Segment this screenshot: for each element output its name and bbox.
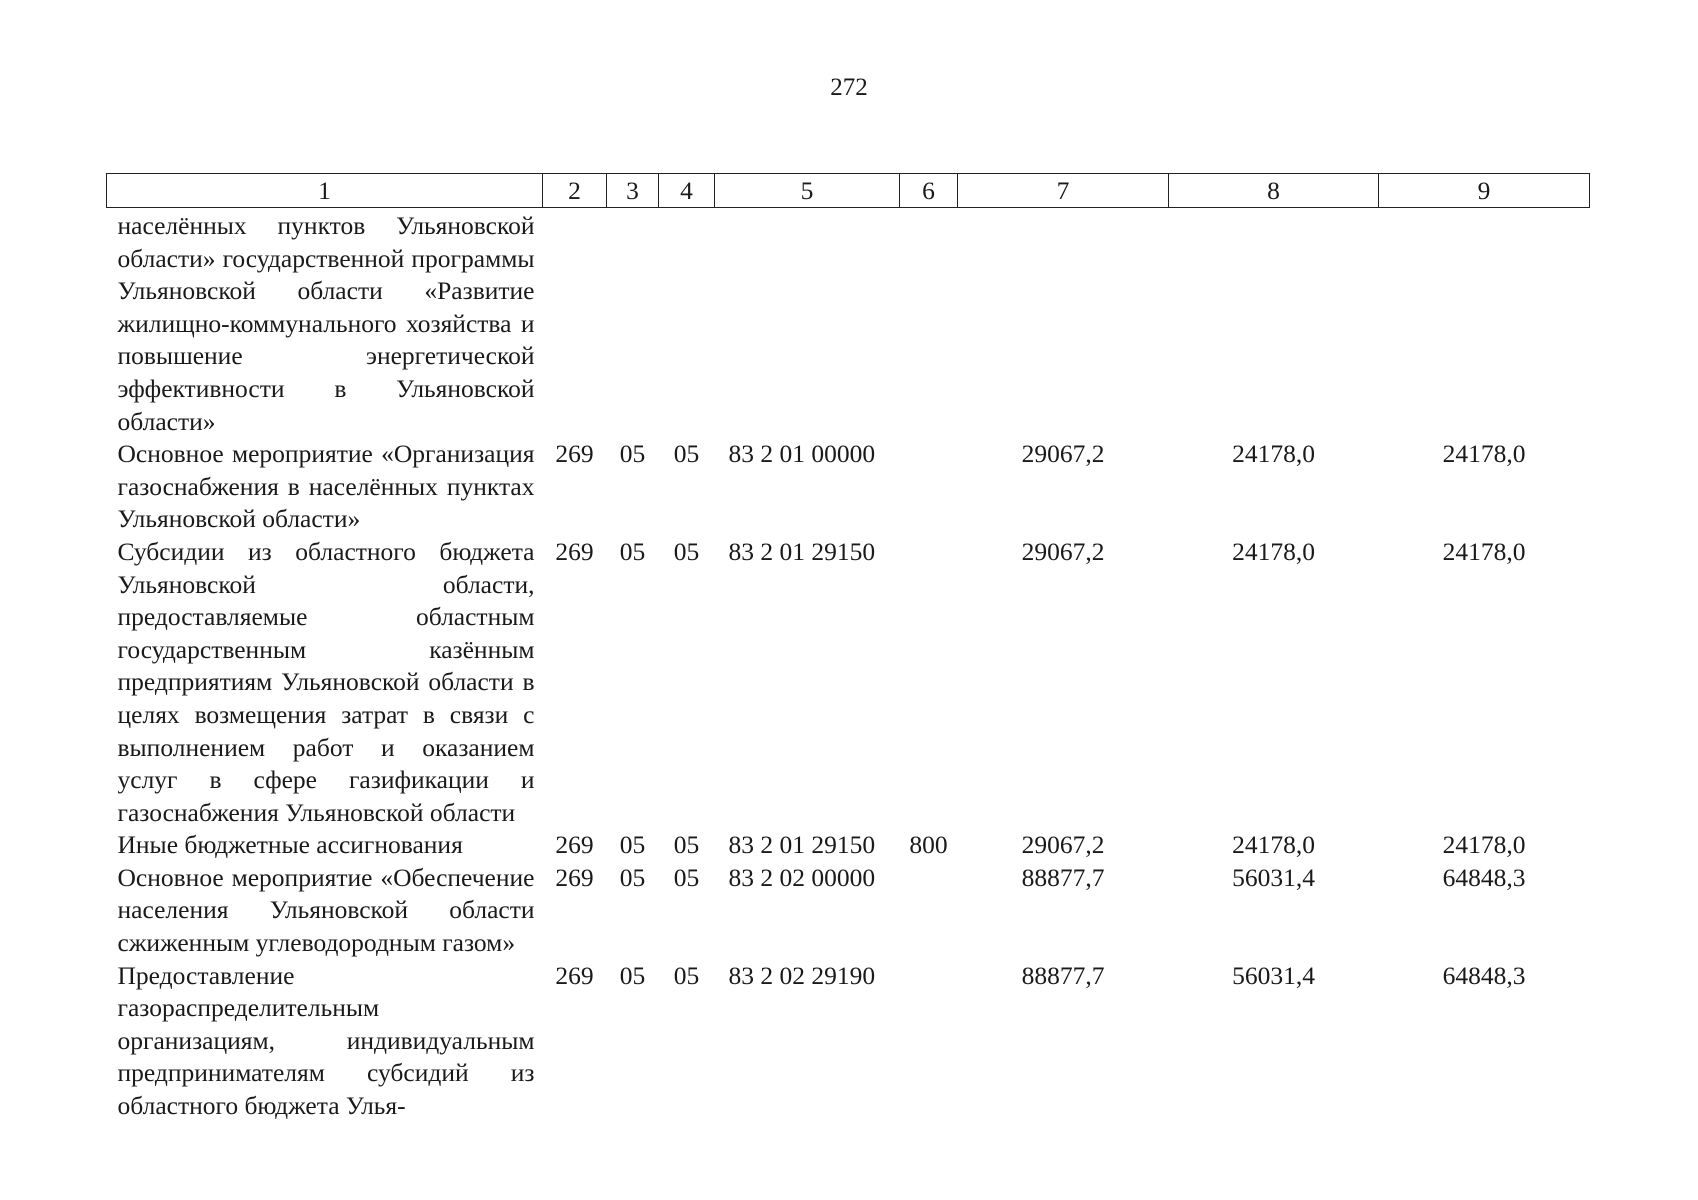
column-header: 8 xyxy=(1169,174,1379,208)
expense-type-code xyxy=(900,960,958,1123)
target-article-code xyxy=(715,208,900,439)
expense-type-code xyxy=(900,208,958,439)
section-code: 05 xyxy=(619,536,646,566)
ministry-code: 269 xyxy=(555,960,594,990)
target-article-code: 83 2 02 29190 xyxy=(728,960,876,990)
amount-year-1: 29067,2 xyxy=(1021,536,1105,566)
table-row xyxy=(107,960,1590,1123)
ministry-code: 269 xyxy=(555,536,594,566)
table-row xyxy=(107,438,1590,536)
section-code: 05 xyxy=(619,960,646,990)
budget-table xyxy=(106,173,1590,1123)
column-header: 2 xyxy=(543,174,607,208)
amount-year-3 xyxy=(1379,208,1590,439)
expense-type-code xyxy=(900,862,958,960)
amount-year-1 xyxy=(958,208,1169,439)
row-description: населённых пунктов Ульяновской области» государственной программы Ульяновской области «Развитие жилищно-коммунального хозяйства и повышение энергетической эффективности в Ульяновской области» xyxy=(117,211,535,436)
ministry-code xyxy=(543,208,607,439)
amount-year-1: 29067,2 xyxy=(1021,830,1105,860)
row-description: Основное мероприятие «Обеспечение населения Ульяновской области сжиженным углеводородным газом» xyxy=(117,862,535,958)
table-row xyxy=(107,208,1590,439)
section-code: 05 xyxy=(619,439,646,469)
amount-year-2: 24178,0 xyxy=(1232,439,1315,469)
row-description: Предоставление газораспределительным организациям, индивидуальным предпринимателям субсидий из областного бюджета Улья- xyxy=(117,960,535,1121)
subsection-code: 05 xyxy=(673,960,700,990)
table-header-row xyxy=(107,174,1590,208)
subsection-code: 05 xyxy=(673,862,700,892)
amount-year-3: 24178,0 xyxy=(1442,830,1526,860)
ministry-code: 269 xyxy=(555,862,594,892)
column-header: 7 xyxy=(958,174,1169,208)
column-header: 3 xyxy=(607,174,659,208)
row-description: Субсидии из областного бюджета Ульяновской области, предоставляемые областным государственным казённым предприятиям Ульяновской области в целях возмещения затрат в связи с выполнением работ и оказанием услуг в сфере газификации и газоснабжения Ульяновской области xyxy=(117,536,535,827)
section-code: 05 xyxy=(619,830,646,860)
target-article-code: 83 2 01 00000 xyxy=(728,439,876,469)
section-code: 05 xyxy=(619,862,646,892)
target-article-code: 83 2 01 29150 xyxy=(728,830,876,860)
target-article-code: 83 2 02 00000 xyxy=(728,862,876,892)
amount-year-3: 64848,3 xyxy=(1442,862,1526,892)
amount-year-3: 24178,0 xyxy=(1442,439,1526,469)
column-header: 5 xyxy=(715,174,900,208)
row-description: Основное мероприятие «Организация газоснабжения в населённых пунктах Ульяновской области» xyxy=(117,439,535,534)
column-header: 1 xyxy=(107,174,543,208)
subsection-code: 05 xyxy=(673,439,700,469)
target-article-code: 83 2 01 29150 xyxy=(728,536,876,566)
section-code xyxy=(607,208,659,439)
expense-type-code xyxy=(900,438,958,536)
table-row xyxy=(107,862,1590,960)
column-header: 6 xyxy=(900,174,958,208)
subsection-code: 05 xyxy=(673,830,700,860)
expense-type-code xyxy=(900,536,958,829)
subsection-code: 05 xyxy=(673,536,700,566)
row-description: Иные бюджетные ассигнования xyxy=(117,830,463,860)
amount-year-1: 29067,2 xyxy=(1021,439,1105,469)
amount-year-1: 88877,7 xyxy=(1021,862,1105,892)
amount-year-2: 24178,0 xyxy=(1232,536,1315,566)
amount-year-1: 88877,7 xyxy=(1021,960,1105,990)
amount-year-2: 24178,0 xyxy=(1232,830,1315,860)
ministry-code: 269 xyxy=(555,830,594,860)
amount-year-2 xyxy=(1169,208,1379,439)
amount-year-3: 24178,0 xyxy=(1442,536,1526,566)
table-row xyxy=(107,536,1590,829)
ministry-code: 269 xyxy=(555,439,594,469)
table-row xyxy=(107,829,1590,862)
amount-year-2: 56031,4 xyxy=(1232,862,1315,892)
expense-type-code: 800 xyxy=(909,830,948,860)
amount-year-2: 56031,4 xyxy=(1232,960,1315,990)
column-header: 4 xyxy=(659,174,715,208)
column-header: 9 xyxy=(1379,174,1590,208)
page-number: 272 xyxy=(830,74,868,101)
amount-year-3: 64848,3 xyxy=(1442,960,1526,990)
subsection-code xyxy=(659,208,715,439)
